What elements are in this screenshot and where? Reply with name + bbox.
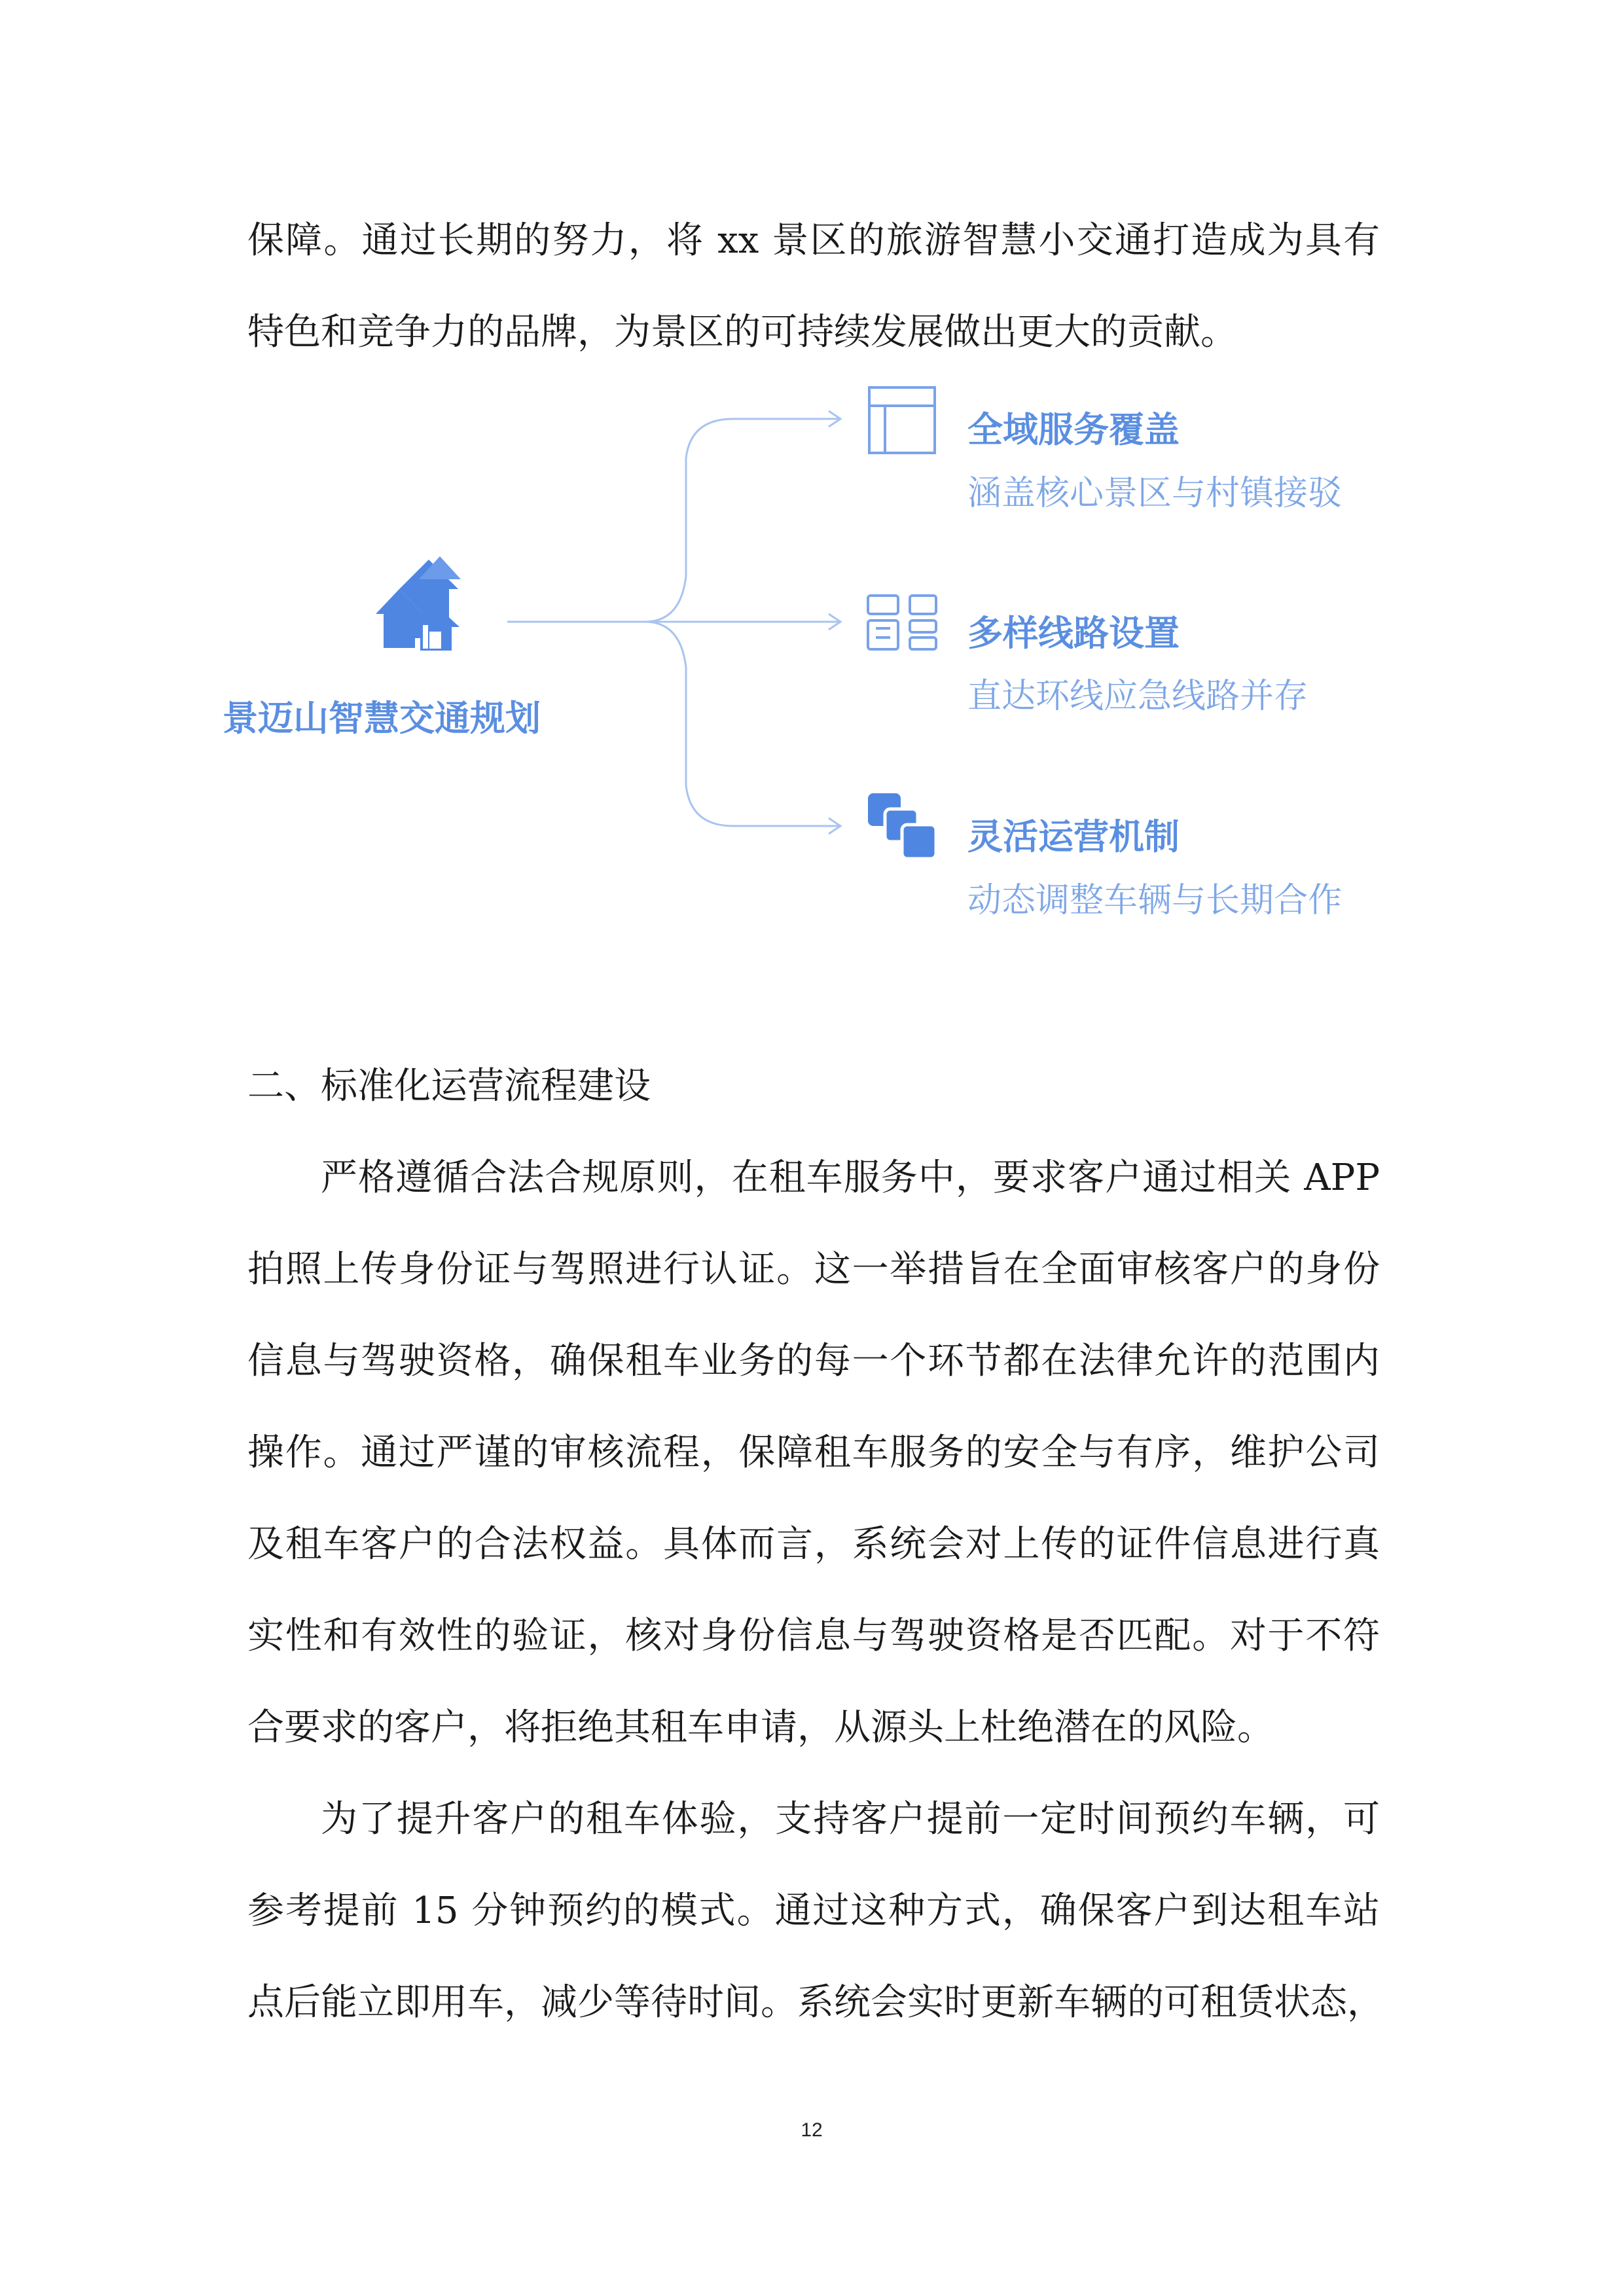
paragraph-1-line-7: 合要求的客户，将拒绝其租车申请，从源头上杜绝潜在的风险。 [247,1706,1274,1749]
paragraph-1-line-4: 操作。通过严谨的审核流程，保障租车服务的安全与有序，维护公司 [247,1431,1380,1474]
paragraph-2-line-2: 参考提前 15 分钟预约的模式。通过这种方式，确保客户到达租车站 [247,1890,1380,1932]
paragraph-1-line-6: 实性和有效性的验证，核对身份信息与驾驶资格是否匹配。对于不符 [247,1615,1380,1657]
connector-branch-3 [645,622,839,826]
panels-icon [868,596,936,649]
connector-branch-1 [645,419,839,622]
branch-1-title: 全域服务覆盖 [967,409,1180,450]
branch-3-title: 灵活运营机制 [967,816,1180,857]
branch-2-desc: 直达环线应急线路并存 [967,677,1308,716]
branch-2-title: 多样线路设置 [967,613,1180,654]
paragraph-1-line-1: 严格遵循合法合规原则，在租车服务中，要求客户通过相关 APP [321,1157,1380,1199]
center-title: 景迈山智慧交通规划 [223,698,541,739]
branch-3-desc: 动态调整车辆与长期合作 [967,881,1343,920]
branch-1-desc: 涵盖核心景区与村镇接驳 [967,474,1343,513]
page-number: 12 [801,2119,823,2141]
paragraph-2-line-1: 为了提升客户的租车体验，支持客户提前一定时间预约车辆，可 [321,1798,1380,1840]
intro-line-2: 特色和竞争力的品牌，为景区的可持续发展做出更大的贡献。 [247,311,1237,353]
house-upload-icon [376,556,461,651]
paragraph-1-line-5: 及租车客户的合法权益。具体而言，系统会对上传的证件信息进行真 [247,1523,1380,1566]
stacked-squares-icon [868,793,936,859]
section-heading: 二、标准化运营流程建设 [247,1065,651,1107]
paragraph-1-line-2: 拍照上传身份证与驾照进行认证。这一举措旨在全面审核客户的身份 [247,1248,1380,1291]
intro-line-1: 保障。通过长期的努力，将 xx 景区的旅游智慧小交通打造成为具有 [247,219,1380,262]
layout-grid-icon [869,387,935,453]
paragraph-2-line-3: 点后能立即用车，减少等待时间。系统会实时更新车辆的可租赁状态， [247,1981,1384,2024]
paragraph-1-line-3: 信息与驾驶资格，确保租车业务的每一个环节都在法律允许的范围内 [247,1340,1380,1382]
